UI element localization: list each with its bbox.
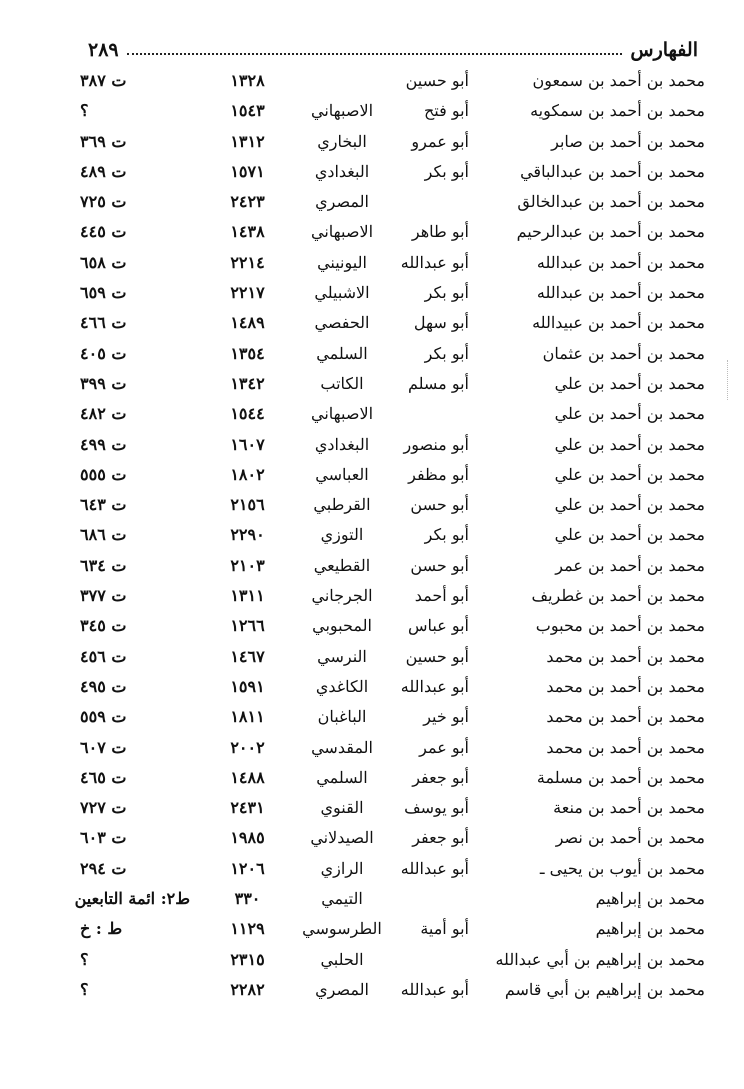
death-ref: ت ٤٩٥ bbox=[80, 676, 127, 696]
section-title: الفهارس bbox=[630, 39, 698, 61]
kunya: أبو خير bbox=[423, 707, 469, 727]
kunya: أبو عباس bbox=[407, 616, 469, 636]
nisba: القطيعي bbox=[313, 555, 371, 575]
entry-number: ١٥٤٤ bbox=[230, 404, 265, 424]
death-ref: ت ٧٢٥ bbox=[80, 192, 127, 212]
index-row bbox=[80, 644, 705, 674]
nisba: المحبوبي bbox=[312, 616, 372, 636]
index-row bbox=[80, 977, 705, 1007]
index-row bbox=[80, 856, 705, 886]
nisba: المصري bbox=[315, 192, 369, 212]
death-ref: ت ٤٩٩ bbox=[80, 434, 127, 454]
kunya: أبو بكر bbox=[424, 525, 469, 545]
person-name: محمد بن أحمد بن عبدالباقي bbox=[520, 161, 705, 181]
entry-number: ١١٢٩ bbox=[230, 919, 265, 939]
death-ref: ؟ bbox=[80, 101, 89, 121]
person-name: محمد بن أحمد بن علي bbox=[554, 373, 705, 393]
kunya: أبو أمية bbox=[420, 919, 469, 939]
index-row bbox=[80, 613, 705, 643]
nisba: القرطبي bbox=[313, 495, 371, 515]
death-ref: ت ٦٥٩ bbox=[80, 283, 127, 303]
person-name: محمد بن أحمد بن سمكويه bbox=[530, 101, 705, 121]
entry-number: ١٣٥٤ bbox=[230, 343, 265, 363]
kunya: أبو جعفر bbox=[412, 767, 469, 787]
index-table bbox=[74, 68, 705, 1007]
nisba: اليونيني bbox=[317, 252, 367, 272]
death-ref: ت ٢٩٤ bbox=[80, 858, 127, 878]
entry-number: ٢١٠٣ bbox=[230, 555, 265, 575]
entry-number: ١٢٠٦ bbox=[230, 858, 265, 878]
entry-number: ٢٢١٧ bbox=[230, 283, 265, 303]
entry-number: ٢٢١٤ bbox=[230, 252, 265, 272]
death-ref: ت ٦٥٨ bbox=[80, 252, 127, 272]
person-name: محمد بن أحمد بن محبوب bbox=[535, 616, 705, 636]
index-row bbox=[80, 371, 705, 401]
index-row bbox=[80, 401, 705, 431]
kunya: أبو أحمد bbox=[414, 586, 469, 606]
nisba: البغدادي bbox=[314, 434, 370, 454]
person-name: محمد بن أحمد بن علي bbox=[554, 495, 705, 515]
person-name: محمد بن أحمد بن محمد bbox=[546, 737, 705, 757]
kunya: أبو طاهر bbox=[411, 222, 469, 242]
kunya: أبو بكر bbox=[424, 283, 469, 303]
entry-number: ٣٣٠ bbox=[234, 889, 261, 909]
index-row bbox=[80, 765, 705, 795]
death-ref: ت ٤٤٥ bbox=[80, 222, 127, 242]
nisba: المقدسي bbox=[311, 737, 373, 757]
person-name: محمد بن إبراهيم بن أبي عبدالله bbox=[495, 949, 705, 969]
index-row bbox=[80, 947, 705, 977]
person-name: محمد بن أحمد بن صابر bbox=[551, 131, 705, 151]
person-name: محمد بن أحمد بن نصر bbox=[555, 828, 705, 848]
index-row bbox=[80, 735, 705, 765]
index-row bbox=[80, 98, 705, 128]
death-ref: ت ٣٧٧ bbox=[80, 586, 127, 606]
person-name: محمد بن أحمد بن علي bbox=[554, 464, 705, 484]
index-row bbox=[80, 492, 705, 522]
death-ref: ت ٤٥٦ bbox=[80, 646, 127, 666]
entry-number: ٢٢٨٢ bbox=[230, 979, 265, 999]
index-row bbox=[80, 674, 705, 704]
entry-number: ١٤٨٨ bbox=[230, 767, 265, 787]
kunya: أبو حسين bbox=[405, 71, 469, 90]
nisba: النرسي bbox=[317, 646, 367, 666]
kunya: أبو مظفر bbox=[408, 464, 469, 484]
death-ref: ت ٣٨٧ bbox=[80, 71, 127, 90]
death-ref: ط٢: ائمة التابعين bbox=[74, 889, 190, 909]
index-row bbox=[80, 462, 705, 492]
death-ref: ت ٦٣٤ bbox=[80, 555, 127, 575]
entry-number: ٢٤٣١ bbox=[230, 798, 265, 818]
person-name: محمد بن أحمد بن عثمان bbox=[542, 343, 705, 363]
entry-number: ٢١٥٦ bbox=[230, 495, 265, 515]
index-row bbox=[80, 68, 705, 98]
death-ref: ت ٤٨٢ bbox=[80, 404, 127, 424]
entry-number: ١٥٧١ bbox=[230, 161, 265, 181]
margin-dots bbox=[725, 360, 728, 400]
death-ref: ت ٥٥٥ bbox=[80, 464, 127, 484]
person-name: محمد بن أحمد بن عمر bbox=[555, 555, 705, 575]
death-ref: ت ٦٨٦ bbox=[80, 525, 127, 545]
kunya: أبو جعفر bbox=[412, 828, 469, 848]
entry-number: ٢٣١٥ bbox=[230, 949, 265, 969]
kunya: أبو فتح bbox=[423, 101, 469, 121]
index-row bbox=[80, 219, 705, 249]
index-row bbox=[80, 432, 705, 462]
entry-number: ١٤٨٩ bbox=[230, 313, 265, 333]
index-row bbox=[80, 916, 705, 946]
index-row bbox=[80, 189, 705, 219]
death-ref: ت ٣٦٩ bbox=[80, 131, 127, 151]
kunya: أبو عمرو bbox=[411, 131, 469, 151]
person-name: محمد بن أحمد بن عبدالله bbox=[536, 283, 705, 303]
death-ref: ت ٤٠٥ bbox=[80, 343, 127, 363]
death-ref: ت ٤٨٩ bbox=[80, 161, 127, 181]
nisba: العباسي bbox=[315, 464, 369, 484]
person-name: محمد بن أحمد بن محمد bbox=[546, 646, 705, 666]
person-name: محمد بن أحمد بن محمد bbox=[546, 707, 705, 727]
entry-number: ٢٢٩٠ bbox=[230, 525, 265, 545]
death-ref: ت ٧٢٧ bbox=[80, 798, 127, 818]
person-name: محمد بن أحمد بن عبدالرحيم bbox=[516, 222, 705, 242]
person-name: محمد بن أحمد بن محمد bbox=[546, 676, 705, 696]
death-ref: ؟ bbox=[80, 979, 89, 999]
entry-number: ١٤٣٨ bbox=[230, 222, 265, 242]
index-row bbox=[80, 522, 705, 552]
kunya: أبو عمر bbox=[419, 737, 469, 757]
death-ref: ت ٣٩٩ bbox=[80, 373, 127, 393]
person-name: محمد بن أحمد بن سمعون bbox=[532, 71, 705, 90]
nisba: الكاتب bbox=[320, 373, 364, 393]
nisba: الباغبان bbox=[317, 707, 367, 727]
entry-number: ١٣١١ bbox=[230, 586, 265, 606]
nisba: الصيدلاني bbox=[310, 828, 374, 848]
nisba: الاصبهاني bbox=[310, 222, 374, 242]
person-name: محمد بن أحمد بن علي bbox=[554, 434, 705, 454]
kunya: أبو عبدالله bbox=[400, 979, 469, 999]
kunya: أبو حسين bbox=[405, 646, 469, 666]
entry-number: ١٣٤٢ bbox=[230, 373, 265, 393]
nisba: الحلبي bbox=[320, 949, 364, 969]
person-name: محمد بن أحمد بن علي bbox=[554, 404, 705, 424]
death-ref: ت ٤٦٦ bbox=[80, 313, 127, 333]
nisba: المصري bbox=[315, 979, 369, 999]
kunya: أبو حسن bbox=[410, 555, 469, 575]
person-name: محمد بن أحمد بن مسلمة bbox=[536, 767, 705, 787]
index-row bbox=[80, 704, 705, 734]
entry-number: ٢٠٠٢ bbox=[230, 737, 265, 757]
kunya: أبو يوسف bbox=[404, 798, 469, 818]
person-name: محمد بن أحمد بن علي bbox=[554, 525, 705, 545]
person-name: محمد بن إبراهيم bbox=[595, 889, 705, 909]
index-row bbox=[74, 886, 705, 916]
nisba: الرازي bbox=[320, 858, 364, 878]
person-name: محمد بن أحمد بن غطريف bbox=[531, 586, 705, 606]
nisba: الاصبهاني bbox=[310, 404, 374, 424]
death-ref: ت ٦٠٧ bbox=[80, 737, 127, 757]
index-row bbox=[80, 825, 705, 855]
nisba: الطرسوسي bbox=[302, 919, 382, 939]
kunya: أبو منصور bbox=[403, 434, 469, 454]
entry-number: ١٢٦٦ bbox=[230, 616, 265, 636]
entry-number: ٢٤٢٣ bbox=[230, 192, 265, 212]
person-name: محمد بن أحمد بن عبدالله bbox=[536, 252, 705, 272]
index-row bbox=[80, 341, 705, 371]
person-name: محمد بن إبراهيم bbox=[595, 919, 705, 939]
death-ref: ت ٥٥٩ bbox=[80, 707, 127, 727]
kunya: أبو عبدالله bbox=[400, 252, 469, 272]
nisba: التيمي bbox=[321, 889, 363, 909]
death-ref: ت ٤٦٥ bbox=[80, 767, 127, 787]
kunya: أبو عبدالله bbox=[400, 676, 469, 696]
entry-number: ١٥٩١ bbox=[230, 676, 265, 696]
kunya: أبو سهل bbox=[413, 313, 469, 333]
index-row bbox=[80, 583, 705, 613]
entry-number: ١٨١١ bbox=[230, 707, 265, 727]
kunya: أبو بكر bbox=[424, 343, 469, 363]
nisba: الحفصي bbox=[314, 313, 370, 333]
index-row bbox=[80, 280, 705, 310]
person-name: محمد بن أحمد بن عبدالخالق bbox=[517, 192, 705, 212]
death-ref: ط : خ bbox=[80, 919, 123, 939]
index-row bbox=[80, 310, 705, 340]
entry-number: ١٣٢٨ bbox=[230, 71, 265, 90]
person-name: محمد بن إبراهيم بن أبي قاسم bbox=[504, 979, 705, 999]
index-row bbox=[80, 250, 705, 280]
death-ref: ؟ bbox=[80, 949, 89, 969]
death-ref: ت ٦٠٣ bbox=[80, 828, 127, 848]
nisba: السلمي bbox=[316, 767, 368, 787]
header-dotted-leader bbox=[127, 53, 623, 55]
kunya: أبو حسن bbox=[410, 495, 469, 515]
nisba: السلمي bbox=[316, 343, 368, 363]
index-row bbox=[80, 795, 705, 825]
index-row bbox=[80, 129, 705, 159]
nisba: التوزي bbox=[320, 525, 364, 545]
kunya: أبو مسلم bbox=[407, 373, 469, 393]
nisba: البخاري bbox=[317, 131, 367, 151]
entry-number: ١٩٨٥ bbox=[230, 828, 265, 848]
death-ref: ت ٣٤٥ bbox=[80, 616, 127, 636]
nisba: البغدادي bbox=[314, 161, 370, 181]
entry-number: ١٨٠٢ bbox=[230, 464, 265, 484]
entry-number: ١٤٦٧ bbox=[230, 646, 265, 666]
kunya: أبو بكر bbox=[424, 161, 469, 181]
entry-number: ١٥٤٣ bbox=[230, 101, 265, 121]
page-number: ٢٨٩ bbox=[88, 39, 119, 61]
nisba: الاشبيلي bbox=[314, 283, 370, 303]
nisba: الجرجاني bbox=[311, 586, 373, 606]
index-row bbox=[80, 159, 705, 189]
death-ref: ت ٦٤٣ bbox=[80, 495, 127, 515]
kunya: أبو عبدالله bbox=[400, 858, 469, 878]
page-header bbox=[88, 36, 698, 64]
person-name: محمد بن أحمد بن منعة bbox=[553, 798, 705, 818]
person-name: محمد بن أيوب بن يحيى ـ bbox=[539, 858, 705, 878]
entry-number: ١٦٠٧ bbox=[230, 434, 265, 454]
entry-number: ١٣١٢ bbox=[230, 131, 265, 151]
index-row bbox=[80, 553, 705, 583]
nisba: الكاغدي bbox=[315, 676, 369, 696]
nisba: القنوي bbox=[320, 798, 364, 818]
person-name: محمد بن أحمد بن عبيدالله bbox=[532, 313, 705, 333]
nisba: الاصبهاني bbox=[310, 101, 374, 121]
